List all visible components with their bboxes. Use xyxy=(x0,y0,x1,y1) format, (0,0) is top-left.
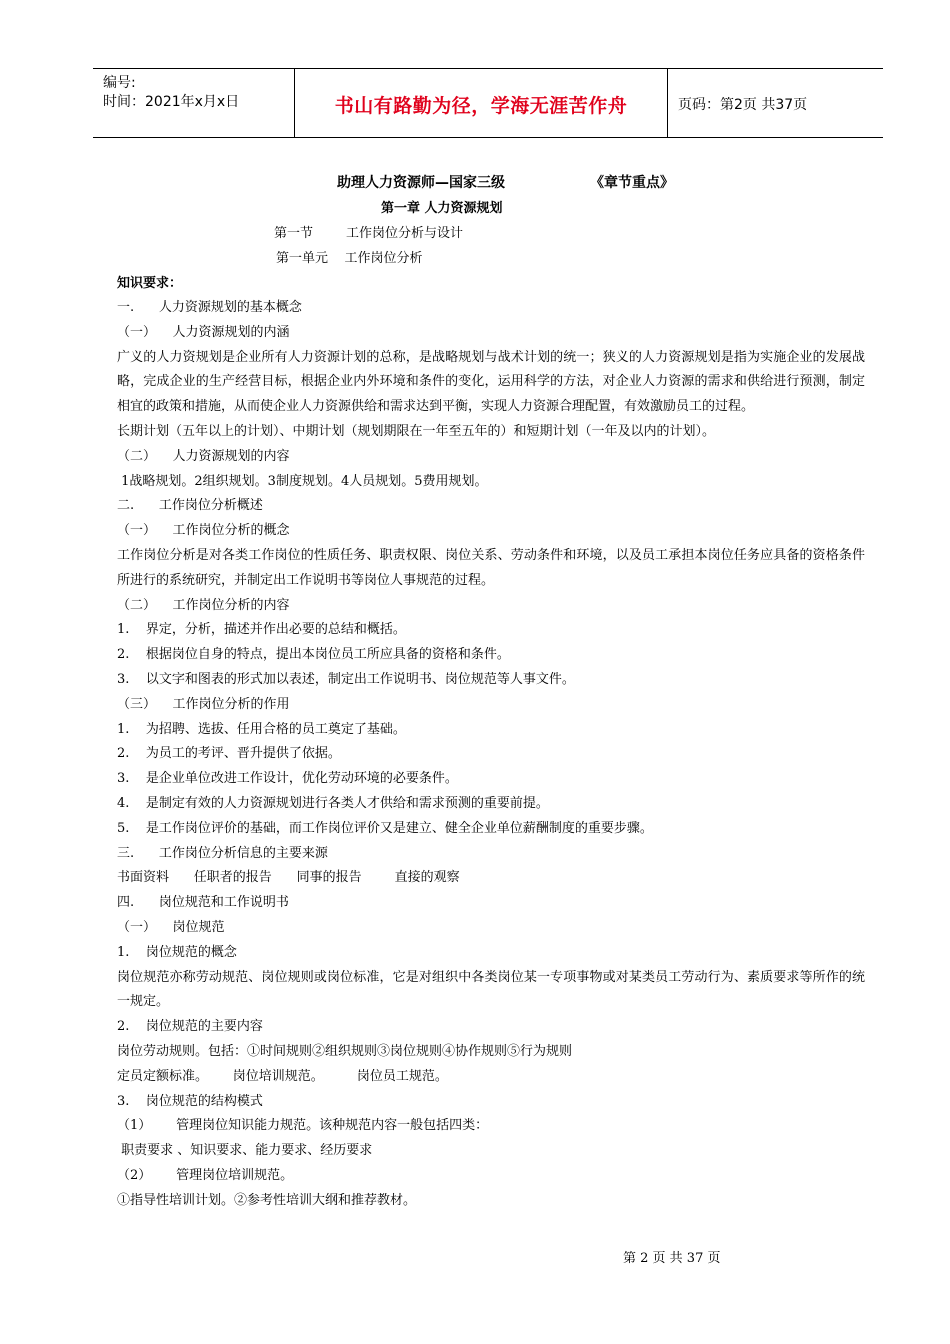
body-line: 1战略规划。2组织规划。3制度规划。4人员规划。5费用规划。 xyxy=(117,473,488,489)
page-footer: 第 2 页 共 37 页 xyxy=(623,1251,721,1266)
body-line: （一） 岗位规范 xyxy=(117,919,225,935)
body-line: （1） 管理岗位知识能力规范。该种规范内容一般包括四类： xyxy=(117,1118,489,1134)
body-line: 2. 根据岗位自身的特点，提出本岗位员工所应具备的资格和条件。 xyxy=(117,647,510,663)
body-line: 4. 是制定有效的人力资源规划进行各类人才供给和需求预测的重要前提。 xyxy=(117,795,549,811)
body-line: （二） 工作岗位分析的内容 xyxy=(117,597,290,613)
body-line: 3. 以文字和图表的形式加以表述，制定出工作说明书、岗位规范等人事文件。 xyxy=(117,671,575,687)
body-line: （2） 管理岗位培训规范。 xyxy=(117,1167,294,1183)
body-line: 2. 岗位规范的主要内容 xyxy=(117,1019,263,1035)
body-line: 二. 工作岗位分析概述 xyxy=(117,498,263,514)
document-title-tag: 《章节重点》 xyxy=(590,175,674,191)
section-title: 第一节 工作岗位分析与设计 xyxy=(274,226,464,241)
header-motto-cell xyxy=(295,69,668,137)
body-line: 1. 岗位规范的概念 xyxy=(117,944,237,960)
document-title: 助理人力资源师—国家三级 xyxy=(337,175,505,191)
body-line: 1. 为招聘、选拔、任用合格的员工奠定了基础。 xyxy=(117,721,406,737)
chapter-title: 第一章 人力资源规划 xyxy=(381,201,503,216)
body-line: 1. 界定，分析，描述并作出必要的总结和概括。 xyxy=(117,622,406,638)
body-line: （二） 人力资源规划的内容 xyxy=(117,448,290,464)
body-line: （三） 工作岗位分析的作用 xyxy=(117,696,290,712)
body-line: （一） 工作岗位分析的概念 xyxy=(117,523,290,539)
body-line: 四. 岗位规范和工作说明书 xyxy=(117,895,289,911)
header-page-number: 页码：第2页 共37页 xyxy=(678,97,808,113)
body-line: 3. 是企业单位改进工作设计，优化劳动环境的必要条件。 xyxy=(117,771,458,787)
header-meta-cell xyxy=(93,69,295,137)
body-line: 一. 人力资源规划的基本概念 xyxy=(117,300,302,315)
body-line: 定员定额标准。 岗位培训规范。 岗位员工规范。 xyxy=(117,1068,448,1084)
body-line: 3. 岗位规范的结构模式 xyxy=(117,1093,263,1109)
document-body xyxy=(117,296,865,1213)
body-paragraph: 广义的人力资规划是企业所有人力资源计划的总称，是战略规划与战术计划的统一；狭义的人力资源规划是指为实施企业的发展战略，完成企业的生产经营目标，根据企业内外环境和条件的变化，运用科学的方法，对企业人力资源的需求和供给进行预测，制定相宜的政策和措施，从而使企业人力资源供给和需求达到平衡，实现人力资源合理配置，有效激励员工的过程。 xyxy=(117,349,865,415)
body-paragraph: 岗位规范亦称劳动规范、岗位规则或岗位标准，它是对组织中各类岗位某一专项事物或对某类员工劳动行为、素质要求等所作的统一规定。 xyxy=(117,969,865,1010)
header-page-cell xyxy=(668,69,883,137)
body-line: 书面资料 任职者的报告 同事的报告 直接的观察 xyxy=(117,870,460,886)
document-number-label: 编号: xyxy=(103,75,136,91)
body-line: 三. 工作岗位分析信息的主要来源 xyxy=(117,845,328,861)
body-line: 职责要求 、知识要求、能力要求、经历要求 xyxy=(117,1143,373,1159)
body-line: 长期计划（五年以上的计划）、中期计划（规划期限在一年至五年的）和短期计划（一年及以内的计划）。 xyxy=(117,423,716,439)
body-line: 5. 是工作岗位评价的基础，而工作岗位评价又是建立、健全企业单位薪酬制度的重要步骤。 xyxy=(117,820,653,836)
body-line: ①指导性培训计划。②参考性培训大纲和推荐教材。 xyxy=(117,1192,417,1208)
unit-title: 第一单元 工作岗位分析 xyxy=(276,251,423,266)
knowledge-heading: 知识要求： xyxy=(117,276,183,291)
page-header xyxy=(93,68,883,138)
body-paragraph: 工作岗位分析是对各类工作岗位的性质任务、职责权限、岗位关系、劳动条件和环境，以及员工承担本岗位任务应具备的资格条件所进行的系统研究，并制定出工作说明书等岗位人事规范的过程。 xyxy=(117,547,865,588)
body-line: 2. 为员工的考评、晋升提供了依据。 xyxy=(117,746,341,762)
body-line: 岗位劳动规则。包括：①时间规则②组织规则③岗位规则④协作规则⑤行为规则 xyxy=(117,1043,573,1059)
header-motto: 书山有路勤为径，学海无涯苦作舟 xyxy=(334,95,628,117)
body-line: （一） 人力资源规划的内涵 xyxy=(117,324,290,340)
document-time-label: 时间：2021年x月x日 xyxy=(103,94,240,110)
